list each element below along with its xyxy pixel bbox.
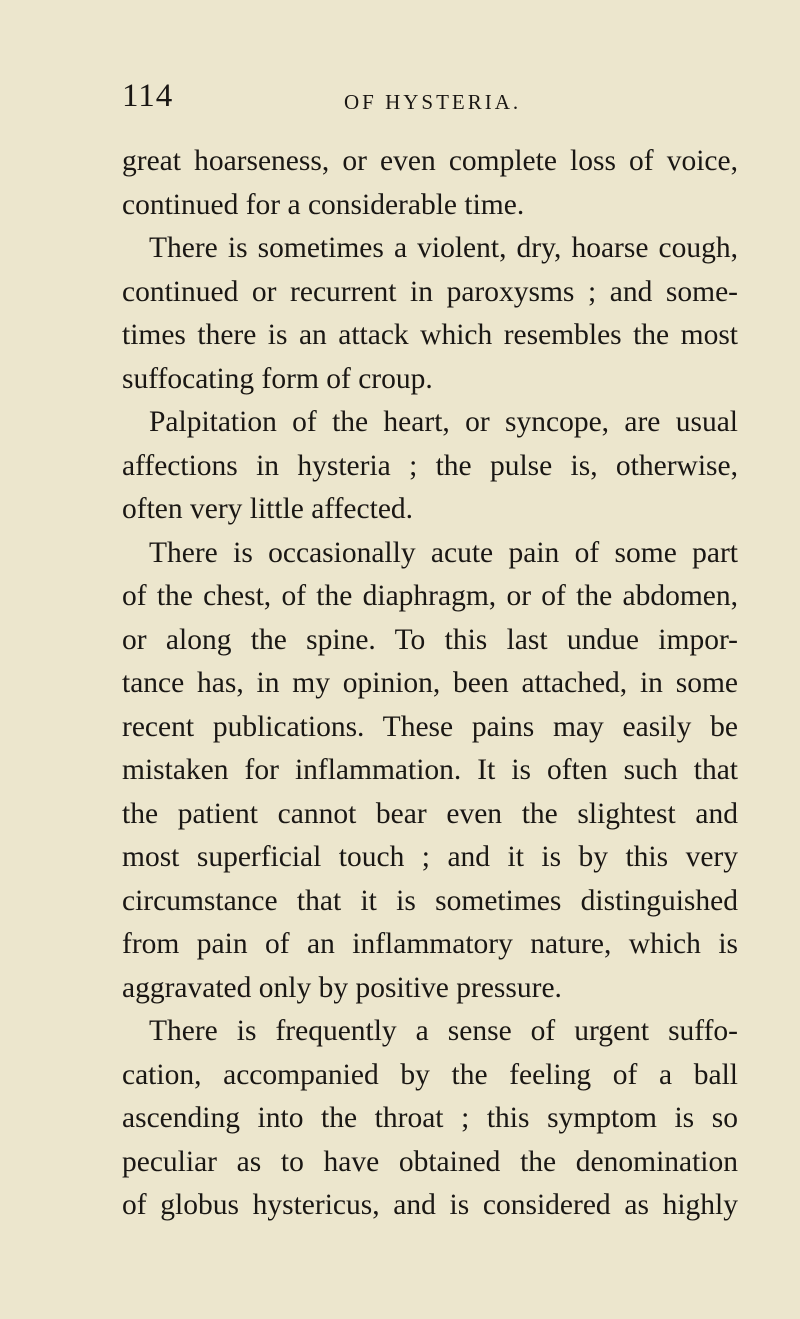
text-line: cation, accompanied by the feeling of a ball [122,1058,738,1091]
text-line: mistaken for inflammation. It is often such that [122,754,738,786]
text-line: most superficial touch ; and it is by this very [122,841,738,873]
text-line: There is frequently a sense of urgent suffo- [149,1015,738,1047]
text-line: continued or recurrent in paroxysms ; and some- [122,275,738,308]
text-line: peculiar as to have obtained the denomination [122,1145,738,1178]
text-line: of globus hystericus, and is considered as highly [122,1189,738,1221]
text-line: recent publications. These pains may easily be [122,710,738,743]
text-line: Palpitation of the heart, or syncope, are usual [149,406,738,438]
text-line: continued for a considerable time. [122,188,525,221]
text-line: ascending into the throat ; this symptom is so [122,1102,738,1134]
text-line: or along the spine. To this last undue impor- [122,623,738,656]
text-line: from pain of an inflammatory nature, which is [122,928,738,960]
page-number: 114 [122,78,174,114]
text-line: There is occasionally acute pain of some part [149,536,738,569]
body-text [122,140,738,1228]
text-line: affections in hysteria ; the pulse is, otherwise, [122,449,738,482]
text-line: There is sometimes a violent, dry, hoarse cough, [149,232,738,264]
text-line: great hoarseness, or even complete loss of voice, [122,145,738,177]
running-title: OF HYSTERIA. [344,90,522,114]
text-line: aggravated only by positive pressure. [122,971,562,1004]
text-line: the patient cannot bear even the slightest and [122,797,738,830]
text-line: circumstance that it is sometimes distinguished [122,884,738,917]
running-head [122,78,742,118]
text-line: tance has, in my opinion, been attached, in some [122,667,738,699]
text-line: times there is an attack which resembles the most [122,319,738,351]
text-line: of the chest, of the diaphragm, or of the abdomen, [122,580,738,612]
text-line: suffocating form of croup. [122,362,433,395]
text-line: often very little affected. [122,493,414,525]
